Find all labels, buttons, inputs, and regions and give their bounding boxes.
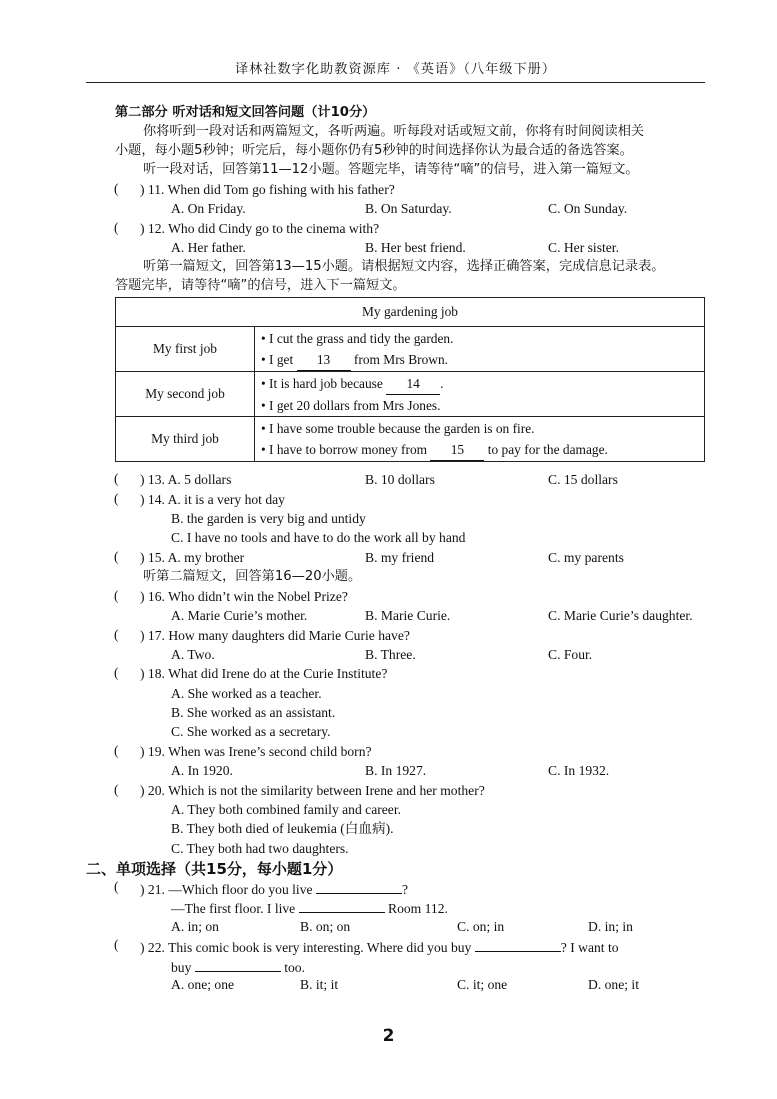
q22-stem-end: ? I want to — [560, 940, 619, 955]
part2-title: 第二部分 听对话和短文回答问题（计10分） — [115, 105, 376, 120]
answer-paren: ( — [114, 181, 119, 196]
q22-option-a: A. one; one — [171, 977, 235, 992]
q22-option-d: D. one; it — [588, 977, 639, 992]
q20-option-b: B. They both died of leukemia (白血病). — [171, 821, 394, 836]
row-line: • I have some trouble because the garden is on fire. — [261, 420, 535, 436]
q12-option-b: B. Her best friend. — [365, 240, 466, 255]
q14-option-c: C. I have no tools and have to do the work all by hand — [171, 530, 466, 545]
q17-stem: ) 17. How many daughters did Marie Curie have? — [140, 628, 410, 643]
row-line-text: • I get — [261, 351, 297, 367]
q13-option-b: B. 10 dollars — [365, 472, 435, 487]
row-line-text: • I have to borrow money from — [261, 441, 431, 457]
q17-option-c: C. Four. — [548, 647, 593, 662]
q22-blank — [475, 937, 561, 952]
q14-option-b: B. the garden is very big and untidy — [171, 511, 366, 526]
dialogue-instruction: 听一段对话，回答第11—12小题。答题完毕，请等待“嘀”的信号，进入第一篇短文。 — [143, 162, 639, 177]
table-row — [116, 327, 705, 372]
q21-option-c: C. on; in — [457, 919, 505, 934]
q20-stem: ) 20. Which is not the similarity between Irene and her mother? — [140, 783, 485, 798]
q11-option-a: A. On Friday. — [171, 201, 246, 216]
q18-option-c: C. She worked as a secretary. — [171, 724, 331, 739]
q14-stem: ) 14. A. it is a very hot day — [140, 492, 285, 507]
q22-line2-end: too. — [280, 960, 305, 975]
page-number: 2 — [382, 1026, 395, 1046]
q11-stem: ) 11. When did Tom go fishing with his father? — [140, 182, 395, 197]
q21-stem: ) 21. —Which floor do you live — [140, 882, 316, 897]
answer-paren: ( — [114, 782, 119, 797]
q18-option-b: B. She worked as an assistant. — [171, 705, 336, 720]
q21-option-a: A. in; on — [171, 919, 219, 934]
q12-option-a: A. Her father. — [171, 240, 246, 255]
answer-paren: ( — [114, 665, 119, 680]
answer-paren: ( — [114, 491, 119, 506]
q18-option-a: A. She worked as a teacher. — [171, 686, 322, 701]
passage1-instruction-line2: 答题完毕，请等待“嘀”的信号，进入下一篇短文。 — [115, 278, 406, 293]
q17-option-b: B. Three. — [365, 647, 416, 662]
q19-option-c: C. In 1932. — [548, 763, 610, 778]
row-line: • I get 20 dollars from Mrs Jones. — [261, 397, 441, 413]
passage1-instruction-line1: 听第一篇短文，回答第13—15小题。请根据短文内容，选择正确答案，完成信息记录表。 — [143, 259, 665, 274]
blank-13: 13 — [297, 349, 351, 371]
row-label: My second job — [116, 372, 255, 417]
q22-option-b: B. it; it — [300, 977, 339, 992]
answer-paren: ( — [114, 879, 119, 894]
q21-line2: —The first floor. I live — [171, 901, 299, 916]
answer-paren: ( — [114, 627, 119, 642]
part2-intro-line2: 小题，每小题5秒钟；听完后，每小题你仍有5秒钟的时间选择你认为最合适的备选答案。 — [115, 143, 633, 158]
q15-option-b: B. my friend — [365, 550, 435, 565]
table-row — [116, 372, 705, 417]
row-line-text: • It is hard job because — [261, 375, 387, 391]
q13-option-c: C. 15 dollars — [548, 472, 618, 487]
table-title: My gardening job — [116, 298, 705, 327]
q21-blank — [316, 879, 402, 894]
row-label: My first job — [116, 327, 255, 372]
answer-paren: ( — [114, 937, 119, 952]
q21-stem-end: ? — [401, 882, 408, 897]
q22-stem: ) 22. This comic book is very interesting. Where did you buy — [140, 940, 475, 955]
gardening-job-table — [115, 297, 705, 462]
q16-option-c: C. Marie Curie’s daughter. — [548, 608, 693, 623]
answer-paren: ( — [114, 743, 119, 758]
row-line: • I cut the grass and tidy the garden. — [261, 330, 454, 346]
q17-option-a: A. Two. — [171, 647, 215, 662]
row-line-text: to pay for the damage. — [484, 441, 608, 457]
q20-option-c: C. They both had two daughters. — [171, 841, 349, 856]
header-divider — [86, 82, 705, 83]
q16-option-b: B. Marie Curie. — [365, 608, 451, 623]
q13-stem: ) 13. A. 5 dollars — [140, 472, 232, 487]
q19-stem: ) 19. When was Irene’s second child born? — [140, 744, 372, 759]
q11-option-b: B. On Saturday. — [365, 201, 452, 216]
q16-option-a: A. Marie Curie’s mother. — [171, 608, 308, 623]
q21-option-b: B. on; on — [300, 919, 351, 934]
q22-line2: buy — [171, 960, 195, 975]
answer-paren: ( — [114, 549, 119, 564]
row-line-text: . — [440, 375, 444, 391]
blank-15: 15 — [430, 439, 484, 461]
answer-paren: ( — [114, 471, 119, 486]
part2-intro-line1: 你将听到一段对话和两篇短文，各听两遍。听每段对话或短文前，你将有时间阅读相关 — [143, 124, 645, 139]
answer-paren: ( — [114, 588, 119, 603]
q22-option-c: C. it; one — [457, 977, 508, 992]
q19-option-a: A. In 1920. — [171, 763, 233, 778]
q15-stem: ) 15. A. my brother — [140, 550, 245, 565]
row-line-text: from Mrs Brown. — [350, 351, 449, 367]
table-row — [116, 417, 705, 462]
section2-title: 二、单项选择（共15分，每小题1分） — [86, 860, 343, 878]
q11-option-c: C. On Sunday. — [548, 201, 628, 216]
q19-option-b: B. In 1927. — [365, 763, 427, 778]
blank-14: 14 — [386, 373, 440, 395]
q12-option-c: C. Her sister. — [548, 240, 619, 255]
q21-line2-end: Room 112. — [384, 901, 448, 916]
q21-option-d: D. in; in — [588, 919, 633, 934]
q20-option-a: A. They both combined family and career. — [171, 802, 402, 817]
q12-stem: ) 12. Who did Cindy go to the cinema with? — [140, 221, 380, 236]
q15-option-c: C. my parents — [548, 550, 624, 565]
passage2-instruction: 听第二篇短文，回答第16—20小题。 — [143, 569, 362, 584]
q18-stem: ) 18. What did Irene do at the Curie Institute? — [140, 666, 388, 681]
q22-blank — [195, 957, 281, 972]
page-header: 译林社数字化助教资源库 · 《英语》（八年级下册） — [234, 62, 557, 77]
q21-blank — [299, 898, 385, 913]
row-label: My third job — [116, 417, 255, 462]
answer-paren: ( — [114, 220, 119, 235]
q16-stem: ) 16. Who didn’t win the Nobel Prize? — [140, 589, 348, 604]
